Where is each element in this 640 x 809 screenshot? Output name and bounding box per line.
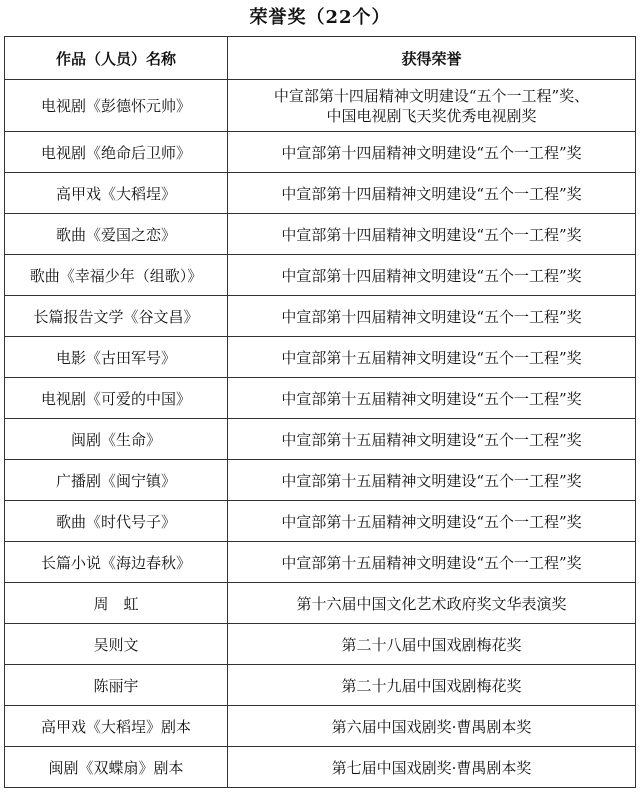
honor-cell: 中宣部第十四届精神文明建设“五个一工程”奖: [228, 132, 636, 173]
honor-cell: 中宣部第十五届精神文明建设“五个一工程”奖: [228, 378, 636, 419]
honor-cell: 第七届中国戏剧奖·曹禺剧本奖: [228, 747, 636, 788]
honor-cell: 中宣部第十五届精神文明建设“五个一工程”奖: [228, 542, 636, 583]
table-row: [5, 378, 636, 419]
honor-cell: 中宣部第十四届精神文明建设“五个一工程”奖: [228, 173, 636, 214]
work-cell: 陈丽宇: [5, 665, 228, 706]
honor-cell: 中宣部第十五届精神文明建设“五个一工程”奖: [228, 501, 636, 542]
table-row: [5, 173, 636, 214]
honors-table: [4, 36, 636, 788]
work-cell: 闽剧《生命》: [5, 419, 228, 460]
work-cell: 歌曲《时代号子》: [5, 501, 228, 542]
honor-cell: 中宣部第十五届精神文明建设“五个一工程”奖: [228, 460, 636, 501]
work-cell: 闽剧《双蝶扇》剧本: [5, 747, 228, 788]
work-cell: 电视剧《可爱的中国》: [5, 378, 228, 419]
table-row: [5, 583, 636, 624]
honor-cell: 中宣部第十四届精神文明建设“五个一工程”奖、 中国电视剧飞天奖优秀电视剧奖: [228, 80, 636, 132]
honor-cell: 中宣部第十四届精神文明建设“五个一工程”奖: [228, 296, 636, 337]
work-cell: 电视剧《彭德怀元帅》: [5, 80, 228, 132]
honor-cell: 第二十九届中国戏剧梅花奖: [228, 665, 636, 706]
table-row: [5, 501, 636, 542]
table-row: [5, 132, 636, 173]
table-row: [5, 337, 636, 378]
table-row: [5, 460, 636, 501]
table-row: [5, 665, 636, 706]
table-row: [5, 214, 636, 255]
work-cell: 高甲戏《大稻埕》剧本: [5, 706, 228, 747]
header-honor: 获得荣誉: [228, 37, 636, 80]
honor-cell: 中宣部第十五届精神文明建设“五个一工程”奖: [228, 337, 636, 378]
honor-cell: 中宣部第十五届精神文明建设“五个一工程”奖: [228, 419, 636, 460]
table-header-row: [5, 37, 636, 80]
work-cell: 高甲戏《大稻埕》: [5, 173, 228, 214]
work-cell: 歌曲《爱国之恋》: [5, 214, 228, 255]
work-cell: 电视剧《绝命后卫师》: [5, 132, 228, 173]
work-cell: 电影《古田军号》: [5, 337, 228, 378]
honor-cell: 中宣部第十四届精神文明建设“五个一工程”奖: [228, 255, 636, 296]
table-row: [5, 542, 636, 583]
table-row: [5, 747, 636, 788]
header-work: 作品（人员）名称: [5, 37, 228, 80]
work-cell: 周 虹: [5, 583, 228, 624]
work-cell: 歌曲《幸福少年（组歌）》: [5, 255, 228, 296]
table-row: [5, 419, 636, 460]
honor-cell: 第二十八届中国戏剧梅花奖: [228, 624, 636, 665]
table-row: [5, 80, 636, 132]
honor-cell: 第六届中国戏剧奖·曹禺剧本奖: [228, 706, 636, 747]
work-cell: 广播剧《闽宁镇》: [5, 460, 228, 501]
page-title: 荣誉奖（22个）: [249, 7, 391, 28]
honor-cell: 第十六届中国文化艺术政府奖文华表演奖: [228, 583, 636, 624]
work-cell: 长篇报告文学《谷文昌》: [5, 296, 228, 337]
honor-cell: 中宣部第十四届精神文明建设“五个一工程”奖: [228, 214, 636, 255]
work-cell: 长篇小说《海边春秋》: [5, 542, 228, 583]
table-row: [5, 624, 636, 665]
table-row: [5, 296, 636, 337]
table-row: [5, 255, 636, 296]
work-cell: 吴则文: [5, 624, 228, 665]
table-row: [5, 706, 636, 747]
